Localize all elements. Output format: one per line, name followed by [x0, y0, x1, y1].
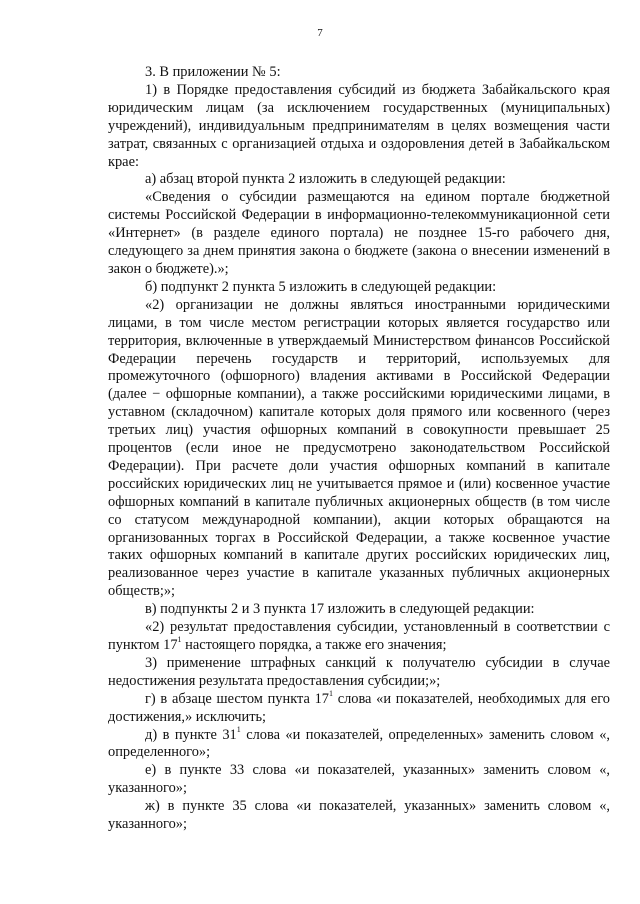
text-segment: г) в абзаце шестом пункта 17: [145, 690, 329, 707]
paragraph-quote-result: [108, 619, 610, 655]
document-body: [108, 64, 610, 834]
paragraph-item-b: б) подпункт 2 пункта 5 изложить в следующей редакции:: [145, 278, 497, 295]
paragraph-procedure-title: 1) в Порядке предоставления субсидий из бюджета Забайкальского края юридическим лицам (за исключением государственных (муниципальных) учреждений), индивидуальным предпринимателям в целях возмещения части затрат, связанных с организацией отдыха и оздоровления детей в Забайкальском крае:: [108, 81, 610, 170]
paragraph-quote-offshore: «2) организации не должны являться иностранными юридическими лицами, в том числе местом регистрации которых является государство или территория, включенные в утверждаемый Министерством финансов Российской Федерации перечень государств и территорий, используемых для промежуточного (офшорного) владения активами в Российской Федерации (далее − офшорные компании), а также российскими юридическими лицами, в уставном (складочном) капитале которых доля прямого или косвенного (через третьих лиц) участия офшорных компаний в совокупности превышает 25 процентов (если иное не предусмотрено законодательством Российской Федерации). При расчете доли участия офшорных компаний в капитале российских юридических лиц не учитывается прямое и (или) косвенное участие офшорных компаний в капитале публичных акционерных обществ (в том числе со статусом международной компании), акции которых обращаются на организованных торгах в Российской Федерации, а также косвенное участие таких офшорных компаний в капитале других российских юридических лиц, реализованное через участие в капитале указанных публичных акционерных обществ;»;: [108, 296, 610, 600]
superscript: 1: [328, 688, 333, 698]
superscript: 1: [177, 635, 182, 645]
paragraph-quote-penalties: 3) применение штрафных санкций к получателю субсидии в случае недостижения результата предоставления субсидии;»;: [108, 654, 610, 689]
paragraph-item-d: [108, 724, 611, 763]
paragraph-item-zh: ж) в пункте 35 слова «и показателей, указанных» заменить словом «, указанного»;: [108, 798, 610, 833]
text-segment: настоящего порядка, а также его значения;: [181, 637, 447, 653]
superscript: 1: [236, 724, 241, 734]
text-segment: «2) результат предоставления субсидии, установленный в соответствии с пунктом 17: [108, 619, 610, 653]
paragraph-item-a: а) абзац второй пункта 2 изложить в следующей редакции:: [145, 171, 506, 188]
paragraph-item-v: в) подпункты 2 и 3 пункта 17 изложить в следующей редакции:: [145, 601, 535, 618]
paragraph-appendix-heading: 3. В приложении № 5:: [145, 64, 281, 80]
page-number: 7: [317, 27, 323, 39]
paragraph-item-g: [108, 688, 610, 727]
text-segment: слова «и показателей, определенных» заменить словом «, определенного»;: [108, 726, 611, 761]
paragraph-quote-subsidy-info: «Сведения о субсидии размещаются на едином портале бюджетной системы Российской Федерации в информационно-телекоммуникационной сети «Интернет» (в разделе единого портала) не позднее 15-го рабочего дня, следующего за днем принятия закона о бюджете (закона о внесении изменений в закон о бюджете).»;: [108, 189, 610, 277]
text-segment: слова «и показателей, необходимых для его достижения,» исключить;: [108, 690, 610, 725]
text-segment: д) в пункте 31: [145, 726, 237, 743]
paragraph-item-e: е) в пункте 33 слова «и показателей, указанных» заменить словом «, указанного»;: [108, 762, 610, 797]
